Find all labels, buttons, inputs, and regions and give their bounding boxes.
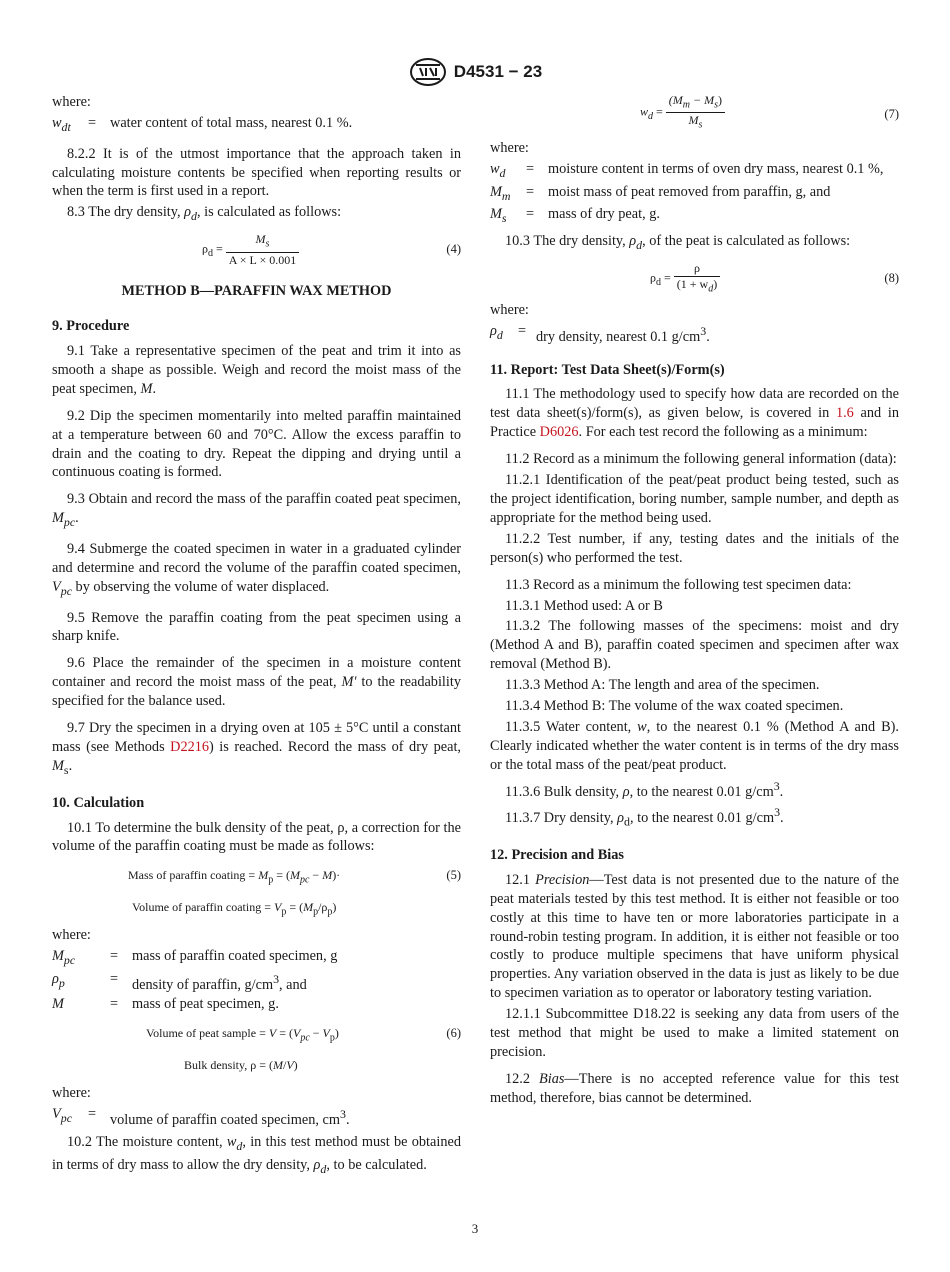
- equals-sign: =: [88, 1105, 97, 1122]
- definition-text: density of paraffin, $g/cm^3$, and: [132, 972, 307, 993]
- where-label: where:: [490, 140, 529, 156]
- equation-4: $\rho_d$ = $\frac{M_s}{A \times L \times 0.001}$ (4): [202, 232, 461, 267]
- equation-number: (7): [884, 107, 899, 121]
- section-9-heading: 9. Procedure: [52, 318, 130, 335]
- equation-6: Volume of peat sample = $V = (V_{pc} - V_p)$ (6): [146, 1025, 461, 1044]
- definition-ms: [490, 205, 899, 228]
- definition-rhop: [52, 970, 461, 995]
- paragraph-10-3: 10.3 The dry density, $\rho_d$, of the peat is calculated as follows:: [505, 233, 851, 253]
- symbol: $\rho_p$: [52, 971, 65, 990]
- definition-text: mass of dry peat, g.: [548, 206, 660, 223]
- paragraph-11-3-4: 11.3.4 Method B: The volume of the wax coated specimen.: [505, 698, 844, 715]
- symbol: $w_{dt}$: [52, 114, 71, 134]
- definition-list: [490, 160, 899, 228]
- symbol: $\rho_d$: [490, 322, 503, 342]
- equation-number: (5): [446, 868, 461, 883]
- paragraph-11-3-3: 11.3.3 Method A: The length and area of the specimen.: [505, 677, 820, 694]
- paragraph-12-1: 12.1 Precision—Test data is not presented due to the nature of the peat materials tested by this test method. It is either not feasible or too costly at this time to have ten or more laboratories participate in a round-robin testing program. In addition, it is either not feasible or too costly to produce multiple specimens that have uniform physical properties. Any variation observed in the data is just as likely to be due to specimen variation as to operator or laboratory testing variation.: [490, 871, 899, 1002]
- right-column: [490, 93, 899, 1108]
- definition-mpc: [52, 947, 461, 970]
- equation-5: Mass of paraffin coating = $M_p = (M_{pc} - M)\cdot$ (5): [128, 868, 461, 886]
- definition-m: [52, 995, 461, 1014]
- equation-number: (8): [884, 270, 899, 285]
- equation-8: $\rho_d$ = $\frac{\rho}{(1 + w_d)}$ (8): [650, 260, 899, 295]
- definition-text: volume of paraffin coated specimen, $cm^3$.: [110, 1106, 350, 1128]
- symbol: $V_{pc}$: [52, 1105, 72, 1125]
- equals-sign: =: [88, 114, 97, 131]
- symbol: M: [52, 995, 64, 1012]
- paragraph-12-2: 12.2 Bias—There is no accepted reference value for this test method, therefore, bias cannot be determined.: [490, 1070, 899, 1106]
- equation-7: $w_d$ = $\frac{(M_m - M_s)}{M_s}$ (7): [640, 93, 899, 131]
- paragraph-11-2: 11.2 Record as a minimum the following general information (data):: [505, 451, 897, 468]
- left-column: [52, 93, 461, 1179]
- equals-sign: =: [110, 971, 119, 988]
- paragraph-12-1-1: 12.1.1 Subcommittee D18.22 is seeking any data from users of the test method that might be used to make a limited statement on precision.: [490, 1006, 899, 1060]
- definition-list: [52, 947, 461, 1013]
- paragraph-8-3: 8.3 The dry density, $\rho_d$, is calculated as follows:: [67, 204, 342, 224]
- method-b-heading: METHOD B—PARAFFIN WAX METHOD: [121, 283, 392, 300]
- definition-text: moist mass of peat removed from paraffin, g, and: [548, 183, 831, 200]
- equation-number: (4): [446, 242, 461, 257]
- paragraph-9-3: 9.3 Obtain and record the mass of the paraffin coated peat specimen, $M_{pc}$.: [52, 491, 461, 530]
- paragraph-9-6: 9.6 Place the remainder of the specimen in a moisture content container and record the moist mass of the peat, M' to the readability specified for the balance used.: [52, 655, 461, 710]
- link-d2216[interactable]: D2216: [170, 739, 210, 755]
- symbol: $M_s$: [490, 206, 507, 226]
- paragraph-8-2-2: 8.2.2 It is of the utmost importance that the approach taken in calculating moisture contents be specified when reporting results or when the term is first used in a report.: [52, 145, 461, 200]
- definition-list: [52, 1105, 461, 1130]
- paragraph-11-3-1: 11.3.1 Method used: A or B: [505, 597, 663, 614]
- definition-text: dry density, nearest 0.1 $g/cm^3$.: [536, 323, 710, 345]
- section-12-heading: 12. Precision and Bias: [490, 846, 624, 863]
- paragraph-9-7: 9.7 Dry the specimen in a drying oven at 105 ± 5°C until a constant mass (see Methods D2216) is reached. Record the mass of dry peat, $M_s$.: [52, 720, 461, 777]
- equals-sign: =: [110, 948, 119, 965]
- definition-text: water content of total mass, nearest 0.1 %.: [110, 114, 353, 131]
- definition-list: [52, 114, 461, 137]
- section-10-heading: 10. Calculation: [52, 794, 145, 811]
- paragraph-10-1: 10.1 To determine the bulk density of the peat, ρ, a correction for the volume of the paraffin coating must be made as follows:: [52, 819, 461, 855]
- fraction: $\frac{(M_m - M_s)}{M_s}$: [666, 93, 725, 133]
- paragraph-11-3-2: 11.3.2 The following masses of the specimens: moist and dry (Method A and B), paraffin coated specimen and specimen after wax removal (Method B).: [490, 618, 899, 673]
- definition-wdt: [52, 114, 461, 137]
- where-label: where:: [490, 301, 529, 318]
- equals-sign: =: [526, 183, 535, 200]
- where-label: where:: [52, 1084, 91, 1101]
- paragraph-11-3-5: 11.3.5 Water content, w, to the nearest 0.1 % (Method A and B). Clearly indicated whether the water content is in terms of the dry mass or the total mass of the peat/peat product.: [490, 718, 899, 773]
- equation-number: (6): [446, 1025, 461, 1040]
- equation-6b: Bulk density, ρ = (M/V): [184, 1057, 298, 1072]
- paragraph-9-1: 9.1 Take a representative specimen of the peat and trim it into as smooth a shape as possible. Weigh and record the moist mass of the peat specimen, M.: [52, 342, 461, 397]
- paragraph-10-2: 10.2 The moisture content, $w_d$, in this test method must be obtained in terms of dry mass to allow the dry density, $\rho_d$, to be calculated.: [52, 1134, 461, 1176]
- equals-sign: =: [518, 322, 527, 339]
- definition-text: mass of paraffin coated specimen, g: [132, 948, 338, 965]
- paragraph-11-1: 11.1 The methodology used to specify how data are recorded on the test data sheet(s)/form(s), as given below, is covered in 1.6 and in Practice D6026. For each test record the following as a minimum:: [490, 386, 899, 441]
- section-11-heading: 11. Report: Test Data Sheet(s)/Form(s): [490, 361, 725, 378]
- document-id: D4531 − 23: [453, 61, 543, 81]
- paragraph-11-2-2: 11.2.2 Test number, if any, testing dates and the initials of the person(s) who performed the test.: [490, 530, 899, 566]
- paragraph-11-3-6: 11.3.6 Bulk density, ρ, to the nearest 0.01 $g/cm^3$.: [505, 778, 784, 800]
- definition-mm: [490, 183, 899, 206]
- paragraph-9-5: 9.5 Remove the paraffin coating from the peat specimen using a sharp knife.: [52, 609, 461, 645]
- equation-5b: Volume of paraffin coating = $V_p = (M_p/\rho_p)$: [132, 900, 337, 918]
- symbol: $w_d$: [490, 160, 506, 180]
- page-header: [0, 57, 950, 87]
- equals-sign: =: [526, 160, 535, 177]
- equals-sign: =: [110, 995, 119, 1012]
- page-number: 3: [471, 1221, 479, 1236]
- definition-list: [490, 322, 899, 347]
- definition-vpc: [52, 1105, 461, 1130]
- link-d6026[interactable]: D6026: [539, 424, 579, 441]
- symbol: $M_m$: [490, 183, 511, 203]
- symbol: $M_{pc}$: [52, 948, 76, 968]
- astm-logo-icon: [408, 57, 448, 87]
- equals-sign: =: [526, 206, 535, 223]
- fraction: $\frac{M_s}{A \times L \times 0.001}$: [226, 232, 299, 267]
- paragraph-11-3: 11.3 Record as a minimum the following test specimen data:: [505, 576, 852, 593]
- paragraph-9-4: 9.4 Submerge the coated specimen in water in a graduated cylinder and determine and record the volume of the paraffin coated specimen, $V_{pc}$ by observing the volume of water displaced.: [52, 540, 461, 598]
- link-1-6[interactable]: 1.6: [835, 405, 854, 422]
- paragraph-11-2-1: 11.2.1 Identification of the peat/peat product being tested, such as the project identification, boring number, sample number, and depth as appropriate for the method being used.: [490, 472, 899, 526]
- where-label: where:: [52, 927, 91, 944]
- definition-text: moisture content in terms of oven dry mass, nearest 0.1 %,: [548, 160, 884, 177]
- definition-wd: [490, 160, 899, 183]
- paragraph-9-2: 9.2 Dip the specimen momentarily into melted paraffin maintained at a temperature between 60 and 70°C. Allow the excess paraffin to drain and the coating to dry. Repeat the dipping and drying until a continuous coating is formed.: [52, 407, 461, 481]
- paragraph-11-3-7: 11.3.7 Dry density, $\rho_d$, to the nearest 0.01 $g/cm^3$.: [505, 805, 784, 829]
- fraction: $\frac{\rho}{(1 + w_d)}$: [674, 261, 720, 296]
- definition-text: mass of peat specimen, g.: [132, 995, 279, 1012]
- where-label: where:: [52, 94, 91, 110]
- definition-rhod: [490, 322, 899, 347]
